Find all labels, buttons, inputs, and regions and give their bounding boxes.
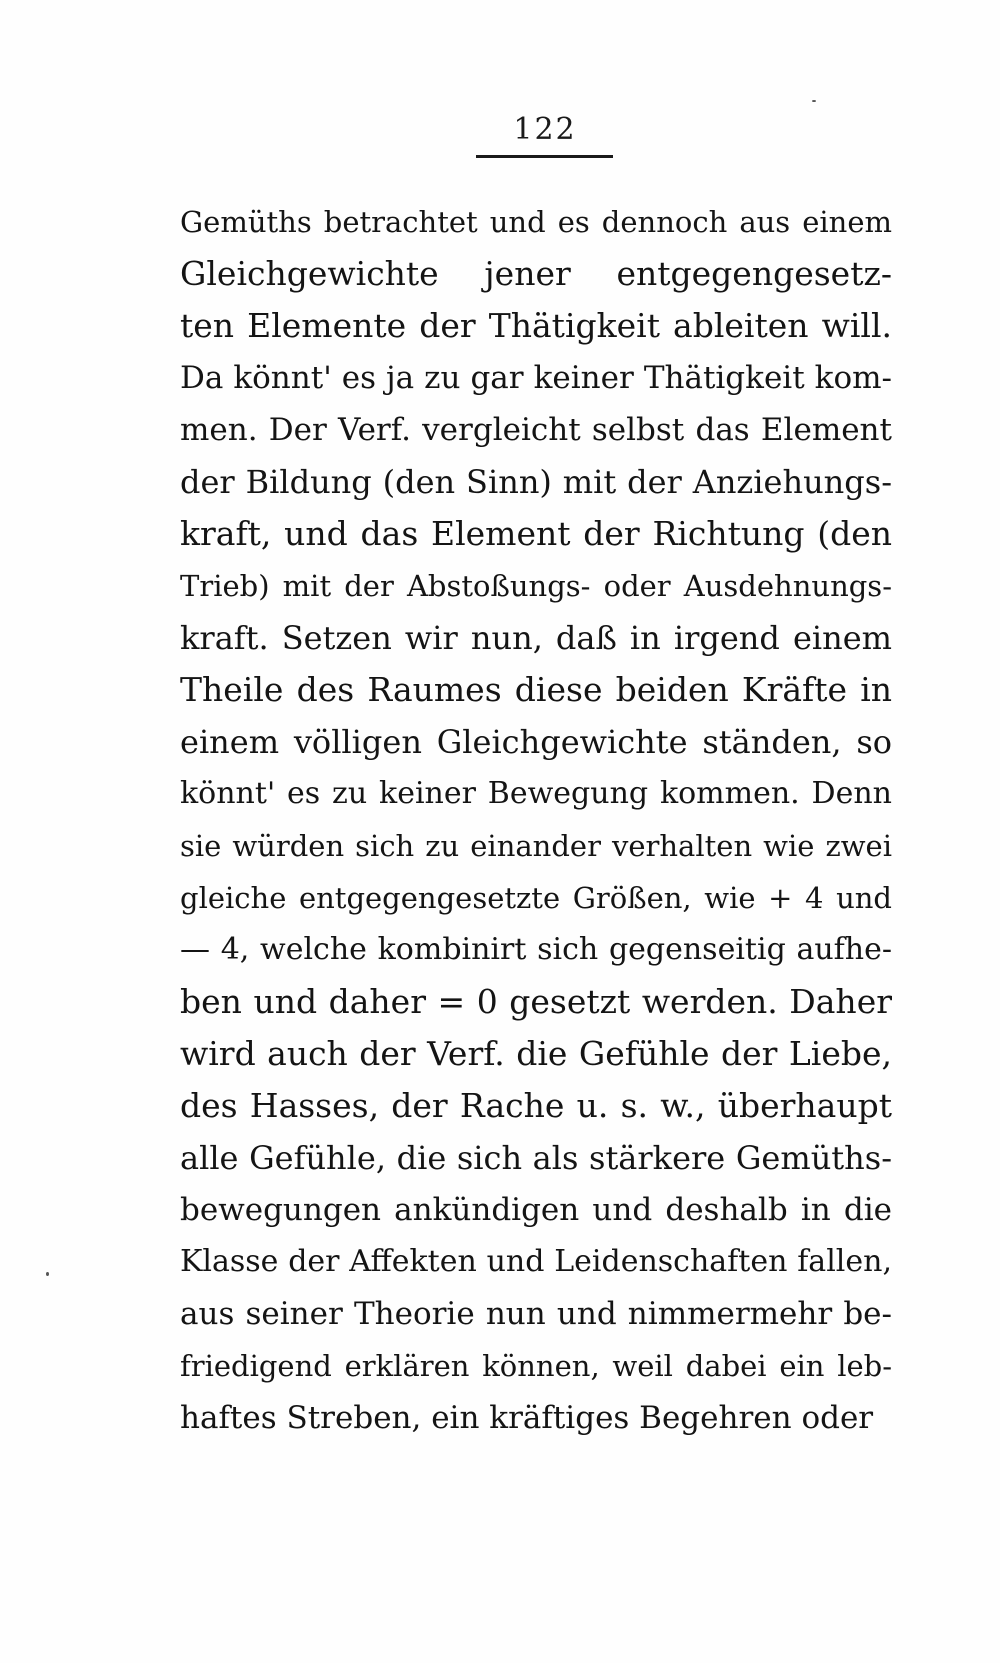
text-line: wird auch der Verf. die Gefühle der Liebe, [180, 1034, 892, 1073]
text-line: Trieb) mit der Abstoßungs- oder Ausdehnungs- [180, 569, 892, 603]
text-line: — 4, welche kombinirt sich gegenseitig aufhe- [180, 932, 892, 967]
text-line: men. Der Verf. vergleicht selbst das Element [180, 412, 892, 448]
text-line: kraft. Setzen wir nun, daß in irgend einem [180, 619, 892, 657]
text-line: Gemüths betrachtet und es dennoch aus einem [180, 205, 892, 239]
header-rule [476, 155, 613, 158]
text-line: Da könnt' es ja zu gar keiner Thätigkeit kom- [180, 360, 892, 396]
text-line: alle Gefühle, die sich als stärkere Gemüths- [180, 1139, 892, 1177]
body-text [180, 196, 892, 1444]
text-line: Klasse der Affekten und Leidenschaften fallen, [180, 1244, 892, 1279]
text-line: des Hasses, der Rache u. s. w., überhaupt [180, 1086, 892, 1125]
text-line: sie würden sich zu einander verhalten wie zwei [180, 829, 892, 863]
paper-speck [812, 100, 816, 102]
text-line: einem völligen Gleichgewichte ständen, so [180, 723, 892, 761]
text-line: aus seiner Theorie nun und nimmermehr be- [180, 1296, 892, 1332]
text-line: kraft, und das Element der Richtung (den [180, 514, 892, 553]
text-line: bewegungen ankündigen und deshalb in die [180, 1192, 892, 1228]
text-line: ben und daher = 0 gesetzt werden. Daher [180, 982, 892, 1021]
text-line: gleiche entgegengesetzte Größen, wie + 4 und [180, 881, 892, 915]
text-line: könnt' es zu keiner Bewegung kommen. Denn [180, 776, 892, 811]
text-line: haftes Streben, ein kräftiges Begehren oder [180, 1400, 874, 1436]
text-line: der Bildung (den Sinn) mit der Anziehungs- [180, 463, 892, 501]
text-line: friedigend erklären können, weil dabei ein leb- [180, 1349, 892, 1383]
paper-speck [46, 1272, 49, 1276]
text-line: ten Elemente der Thätigkeit ableiten will. [180, 306, 892, 345]
text-line: Gleichgewichte jener entgegengesetz- [180, 254, 892, 293]
text-line: Theile des Raumes diese beiden Kräfte in [180, 670, 892, 709]
page-number: 122 [513, 112, 577, 147]
